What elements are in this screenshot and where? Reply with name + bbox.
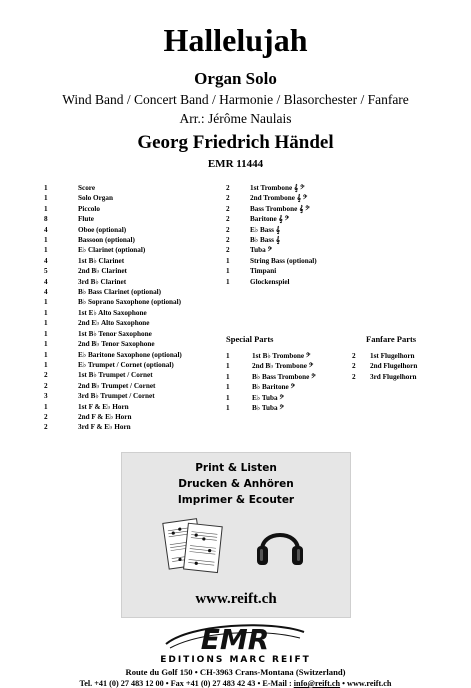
part-name: Flute	[78, 215, 94, 224]
parts-list-right	[226, 183, 317, 287]
part-name: 2nd E♭ Alto Saxophone	[78, 319, 150, 328]
part-name: 1st B♭ Clarinet	[78, 256, 125, 265]
part-quantity: 1	[226, 404, 230, 413]
part-row	[44, 245, 182, 255]
part-row	[44, 297, 182, 307]
part-name: 3rd Flugelhorn	[370, 372, 417, 381]
parts-list-left	[44, 183, 182, 433]
part-quantity: 1	[44, 236, 48, 245]
part-quantity: 1	[226, 256, 230, 265]
part-name: 2nd B♭ Clarinet	[78, 267, 127, 276]
part-row	[44, 204, 182, 214]
part-name: Bass Trombone 𝄞 𝄢	[250, 204, 310, 213]
part-row	[44, 402, 182, 412]
part-row	[226, 204, 317, 214]
part-quantity: 2	[226, 215, 230, 224]
part-row	[44, 391, 182, 401]
part-row	[226, 235, 317, 245]
part-name: B♭ Tuba 𝄢	[252, 404, 284, 413]
part-row	[44, 339, 182, 349]
part-quantity: 2	[44, 423, 48, 432]
part-name: 1st E♭ Alto Saxophone	[78, 308, 147, 317]
fanfare-part-row	[352, 351, 417, 361]
fanfare-parts-list	[352, 351, 417, 382]
part-name: 2nd Trombone 𝄞 𝄢	[250, 194, 308, 203]
part-name: 3rd B♭ Clarinet	[78, 277, 127, 286]
part-row	[226, 256, 317, 266]
part-quantity: 1	[44, 184, 48, 192]
part-quantity: 1	[226, 393, 230, 402]
sheet-music-icon	[162, 515, 226, 577]
part-row	[44, 235, 182, 245]
part-row	[44, 350, 182, 360]
part-name: 1st F & E♭ Horn	[78, 402, 129, 411]
part-name: Score	[78, 184, 96, 192]
promo-line-fr: Imprimer & Ecouter	[177, 494, 295, 506]
part-name: Tuba 𝄢	[250, 246, 273, 255]
part-name: 1st B♭ Trombone 𝄢	[252, 352, 311, 360]
part-name: E♭ Clarinet (optional)	[78, 246, 146, 255]
part-name: E♭ Tuba 𝄢	[252, 393, 284, 402]
part-name: Oboe (optional)	[78, 225, 127, 234]
part-quantity: 1	[226, 277, 230, 286]
website-url[interactable]: www.reift.ch	[195, 591, 277, 607]
part-row	[44, 266, 182, 276]
part-name: 2nd B♭ Trumpet / Cornet	[78, 381, 156, 390]
part-row	[44, 225, 182, 235]
special-parts-list	[226, 351, 316, 413]
part-row	[44, 412, 182, 422]
part-quantity: 1	[44, 319, 48, 328]
part-quantity: 1	[44, 329, 48, 338]
page-title: Hallelujah	[163, 22, 308, 58]
part-name: 1st B♭ Trumpet / Cornet	[78, 371, 153, 380]
part-name: 2nd Flugelhorn	[370, 362, 418, 371]
part-quantity: 4	[44, 288, 48, 297]
part-row	[44, 422, 182, 432]
subtitle: Organ Solo	[194, 69, 277, 88]
part-name: E♭ Bass 𝄞	[250, 225, 281, 234]
fanfare-parts-heading: Fanfare Parts	[366, 334, 417, 344]
special-part-row	[226, 361, 316, 371]
part-name: 2nd B♭ Trombone 𝄢	[252, 362, 314, 371]
part-quantity: 1	[44, 204, 48, 213]
part-quantity: 1	[44, 340, 48, 349]
part-quantity: 1	[44, 194, 48, 203]
part-quantity: 4	[44, 256, 48, 265]
part-quantity: 1	[226, 267, 230, 276]
part-name: 1st Trombone 𝄞 𝄢	[250, 184, 305, 192]
emr-logo-icon	[160, 618, 310, 654]
part-quantity: 4	[44, 277, 48, 286]
part-name: 1st Flugelhorn	[370, 352, 415, 360]
part-quantity: 2	[44, 412, 48, 421]
part-quantity: 2	[226, 236, 230, 245]
part-quantity: 4	[44, 225, 48, 234]
part-row	[44, 256, 182, 266]
ensemble-list: Wind Band / Concert Band / Harmonie / Blasorchester / Fanfare	[62, 92, 409, 107]
part-name: Baritone 𝄞 𝄢	[250, 215, 290, 224]
part-name: B♭ Bass Clarinet (optional)	[78, 288, 162, 297]
special-part-row	[226, 351, 316, 361]
part-name: 2nd F & E♭ Horn	[78, 412, 132, 421]
part-row	[44, 370, 182, 380]
arranger: Arr.: Jérôme Naulais	[179, 111, 292, 126]
part-quantity: 1	[44, 402, 48, 411]
part-quantity: 2	[226, 194, 230, 203]
promo-line-de: Drucken & Anhören	[178, 478, 294, 490]
part-row	[44, 318, 182, 328]
part-quantity: 2	[352, 362, 356, 371]
part-name: B♭ Bass Trombone 𝄢	[252, 372, 316, 381]
part-row	[44, 287, 182, 297]
part-quantity: 2	[226, 246, 230, 255]
part-quantity: 2	[352, 352, 356, 360]
part-quantity: 5	[44, 267, 48, 276]
part-name: 2nd B♭ Tenor Saxophone	[78, 340, 155, 349]
part-name: B♭ Bass 𝄞	[250, 236, 281, 245]
part-row	[226, 266, 317, 276]
part-row	[44, 308, 182, 318]
part-row	[44, 381, 182, 391]
part-row	[226, 183, 317, 193]
contact-phone-fax: Tel. +41 (0) 27 483 12 00 • Fax +41 (0) 27 483 42 43 • E-Mail :	[79, 679, 294, 688]
part-name: String Bass (optional)	[250, 256, 317, 265]
emr-logo-text: EMR	[200, 623, 270, 654]
part-row	[44, 277, 182, 287]
part-quantity: 2	[44, 381, 48, 390]
part-quantity: 1	[44, 360, 48, 369]
publisher-address: Route du Golf 150 • CH-3963 Crans-Montana (Switzerland)	[125, 667, 346, 677]
part-quantity: 2	[226, 204, 230, 213]
part-quantity: 2	[226, 225, 230, 234]
print-listen-box	[121, 452, 351, 618]
part-name: E♭ Baritone Saxophone (optional)	[78, 350, 182, 359]
special-part-row	[226, 372, 316, 382]
part-name: B♭ Soprano Saxophone (optional)	[78, 298, 182, 307]
fanfare-part-row	[352, 361, 417, 371]
publisher-name: EDITIONS MARC REIFT	[160, 655, 311, 665]
part-row	[226, 277, 317, 287]
promo-line-en: Print & Listen	[195, 462, 277, 474]
contact-website[interactable]: • www.reift.ch	[340, 679, 392, 688]
part-row	[44, 183, 182, 193]
special-parts-heading: Special Parts	[226, 334, 274, 344]
part-quantity: 3	[44, 392, 48, 401]
composer: Georg Friedrich Händel	[137, 132, 334, 153]
part-name: 1st B♭ Tenor Saxophone	[78, 329, 152, 338]
headphones-icon	[254, 518, 306, 570]
part-name: 3rd B♭ Trumpet / Cornet	[78, 392, 155, 401]
contact-email-link[interactable]: info@reift.ch	[293, 679, 341, 688]
part-quantity: 1	[226, 362, 230, 371]
part-name: Glockenspiel	[250, 277, 290, 286]
part-quantity: 2	[352, 372, 356, 381]
part-row	[44, 329, 182, 339]
publisher-contact	[0, 679, 471, 688]
part-quantity: 2	[226, 184, 230, 192]
part-name: Solo Organ	[78, 194, 113, 203]
fanfare-part-row	[352, 372, 417, 382]
part-quantity: 1	[44, 298, 48, 307]
part-name: Timpani	[250, 267, 277, 276]
part-name: E♭ Trumpet / Cornet (optional)	[78, 360, 174, 369]
catalog-number: EMR 11444	[207, 158, 264, 170]
part-row	[226, 214, 317, 224]
part-row	[226, 193, 317, 203]
part-row	[44, 360, 182, 370]
part-name: B♭ Baritone 𝄢	[252, 383, 296, 392]
part-name: Piccolo	[78, 204, 100, 213]
part-quantity: 2	[44, 371, 48, 380]
part-name: Bassoon (optional)	[78, 236, 135, 245]
part-quantity: 1	[226, 372, 230, 381]
part-quantity: 1	[44, 246, 48, 255]
special-part-row	[226, 403, 316, 413]
special-part-row	[226, 393, 316, 403]
part-row	[44, 193, 182, 203]
part-quantity: 1	[226, 383, 230, 392]
special-part-row	[226, 382, 316, 392]
part-row	[44, 214, 182, 224]
part-quantity: 1	[44, 350, 48, 359]
part-name: 3rd F & E♭ Horn	[78, 423, 131, 432]
part-quantity: 8	[44, 215, 48, 224]
part-quantity: 1	[44, 308, 48, 317]
part-quantity: 1	[226, 352, 230, 360]
part-row	[226, 225, 317, 235]
part-row	[226, 245, 317, 255]
